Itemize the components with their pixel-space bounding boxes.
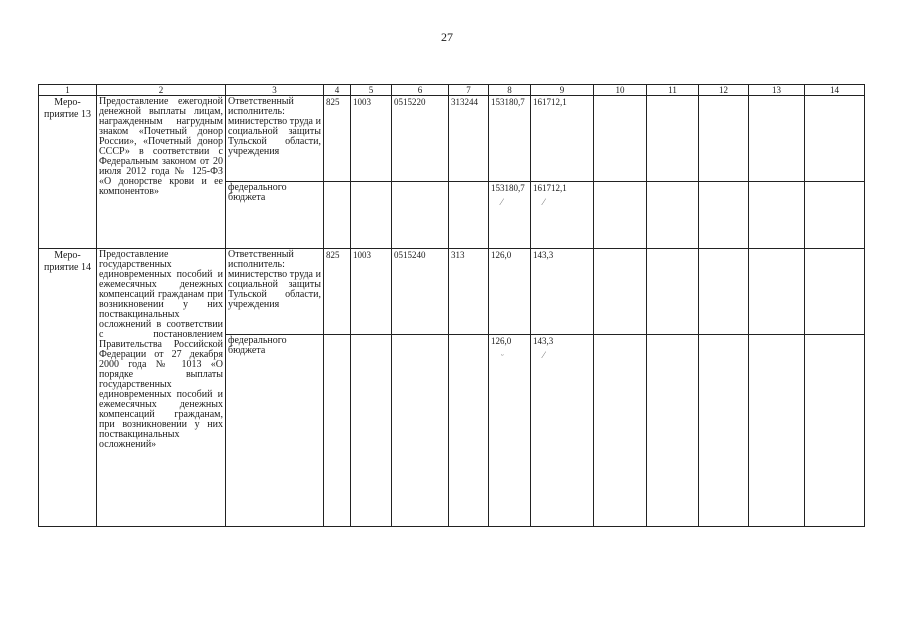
column-header: 7: [449, 85, 489, 96]
cell-empty: [392, 335, 449, 527]
cell-c8: [489, 335, 531, 527]
cell-empty: [449, 335, 489, 527]
cell-empty: [647, 96, 699, 182]
cell-empty: [594, 96, 647, 182]
cell-empty: [647, 182, 699, 249]
cell-empty: [699, 335, 749, 527]
column-header: 1: [39, 85, 97, 96]
funding-source-cell: федерального бюджета: [226, 182, 324, 249]
cell-empty: [749, 182, 805, 249]
cell-empty: [805, 335, 865, 527]
column-header: 6: [392, 85, 449, 96]
table-row: [39, 96, 865, 182]
cell-c5: 1003: [351, 249, 392, 335]
check-mark: ⁄: [543, 197, 545, 207]
cell-value: 161712,1: [533, 183, 567, 193]
cell-c4: 825: [324, 249, 351, 335]
cell-empty: [805, 249, 865, 335]
cell-empty: [594, 335, 647, 527]
column-header: 12: [699, 85, 749, 96]
cell-c8: [489, 182, 531, 249]
cell-c9: 143,3: [531, 249, 594, 335]
cell-c4: 825: [324, 96, 351, 182]
check-mark: ᵕ: [501, 350, 504, 360]
column-header: 8: [489, 85, 531, 96]
cell-c6: 0515220: [392, 96, 449, 182]
cell-empty: [805, 182, 865, 249]
table-row: [39, 249, 865, 335]
cell-c7: 313244: [449, 96, 489, 182]
column-header: 10: [594, 85, 647, 96]
cell-empty: [324, 182, 351, 249]
check-mark: ⁄: [501, 197, 503, 207]
cell-empty: [699, 96, 749, 182]
cell-c7: 313: [449, 249, 489, 335]
measure-label: Меро-приятие 14: [39, 249, 97, 527]
cell-empty: [749, 335, 805, 527]
header-row: [39, 85, 865, 96]
measure-label: Меро-приятие 13: [39, 96, 97, 249]
cell-empty: [449, 182, 489, 249]
cell-empty: [749, 249, 805, 335]
cell-value: 153180,7: [491, 183, 525, 193]
cell-c9: [531, 335, 594, 527]
column-header: 9: [531, 85, 594, 96]
cell-c8: 126,0: [489, 249, 531, 335]
measure-description: Предоставление ежегодной денежной выплаты лицам, награжденным нагрудным знаком «Почетный донор России», «Почетный донор СССР» в соответствии с Федеральным законом от 20 июля 2012 года № 125-ФЗ «О донорстве крови и ее компонентов»: [97, 96, 226, 249]
cell-value: 126,0: [491, 336, 512, 346]
cell-value: 143,3: [533, 336, 554, 346]
cell-empty: [351, 182, 392, 249]
cell-c5: 1003: [351, 96, 392, 182]
funding-source-cell: федерального бюджета: [226, 335, 324, 527]
cell-empty: [324, 335, 351, 527]
column-header: 2: [97, 85, 226, 96]
column-header: 11: [647, 85, 699, 96]
executor-cell: Ответственный исполнитель: министерство труда и социальной защиты Тульской области, учреждения: [226, 249, 324, 335]
cell-empty: [351, 335, 392, 527]
check-mark: ⁄: [543, 350, 545, 360]
cell-empty: [647, 335, 699, 527]
column-header: 13: [749, 85, 805, 96]
column-header: 14: [805, 85, 865, 96]
cell-empty: [699, 249, 749, 335]
column-header: 4: [324, 85, 351, 96]
page-number: 27: [441, 30, 453, 44]
column-header: 3: [226, 85, 324, 96]
cell-c9: [531, 182, 594, 249]
column-header: 5: [351, 85, 392, 96]
executor-cell: Ответственный исполнитель: министерство труда и социальной защиты Тульской области, учреждения: [226, 96, 324, 182]
cell-c8: 153180,7: [489, 96, 531, 182]
cell-empty: [805, 96, 865, 182]
cell-empty: [392, 182, 449, 249]
cell-empty: [699, 182, 749, 249]
cell-empty: [594, 249, 647, 335]
cell-c6: 0515240: [392, 249, 449, 335]
cell-empty: [647, 249, 699, 335]
cell-empty: [594, 182, 647, 249]
budget-table: [38, 84, 865, 527]
measure-description: Предоставление государственных единовременных пособий и ежемесячных денежных компенсаций гражданам при возникновении у них поствакцинальных осложнений в соответствии с постановлением Правительства Российской Федерации от 27 декабря 2000 года № 1013 «О порядке выплаты государственных единовременных пособий и ежемесячных денежных компенсаций гражданам, при возникновении у них поствакцинальных осложнений»: [97, 249, 226, 527]
cell-c9: 161712,1: [531, 96, 594, 182]
cell-empty: [749, 96, 805, 182]
